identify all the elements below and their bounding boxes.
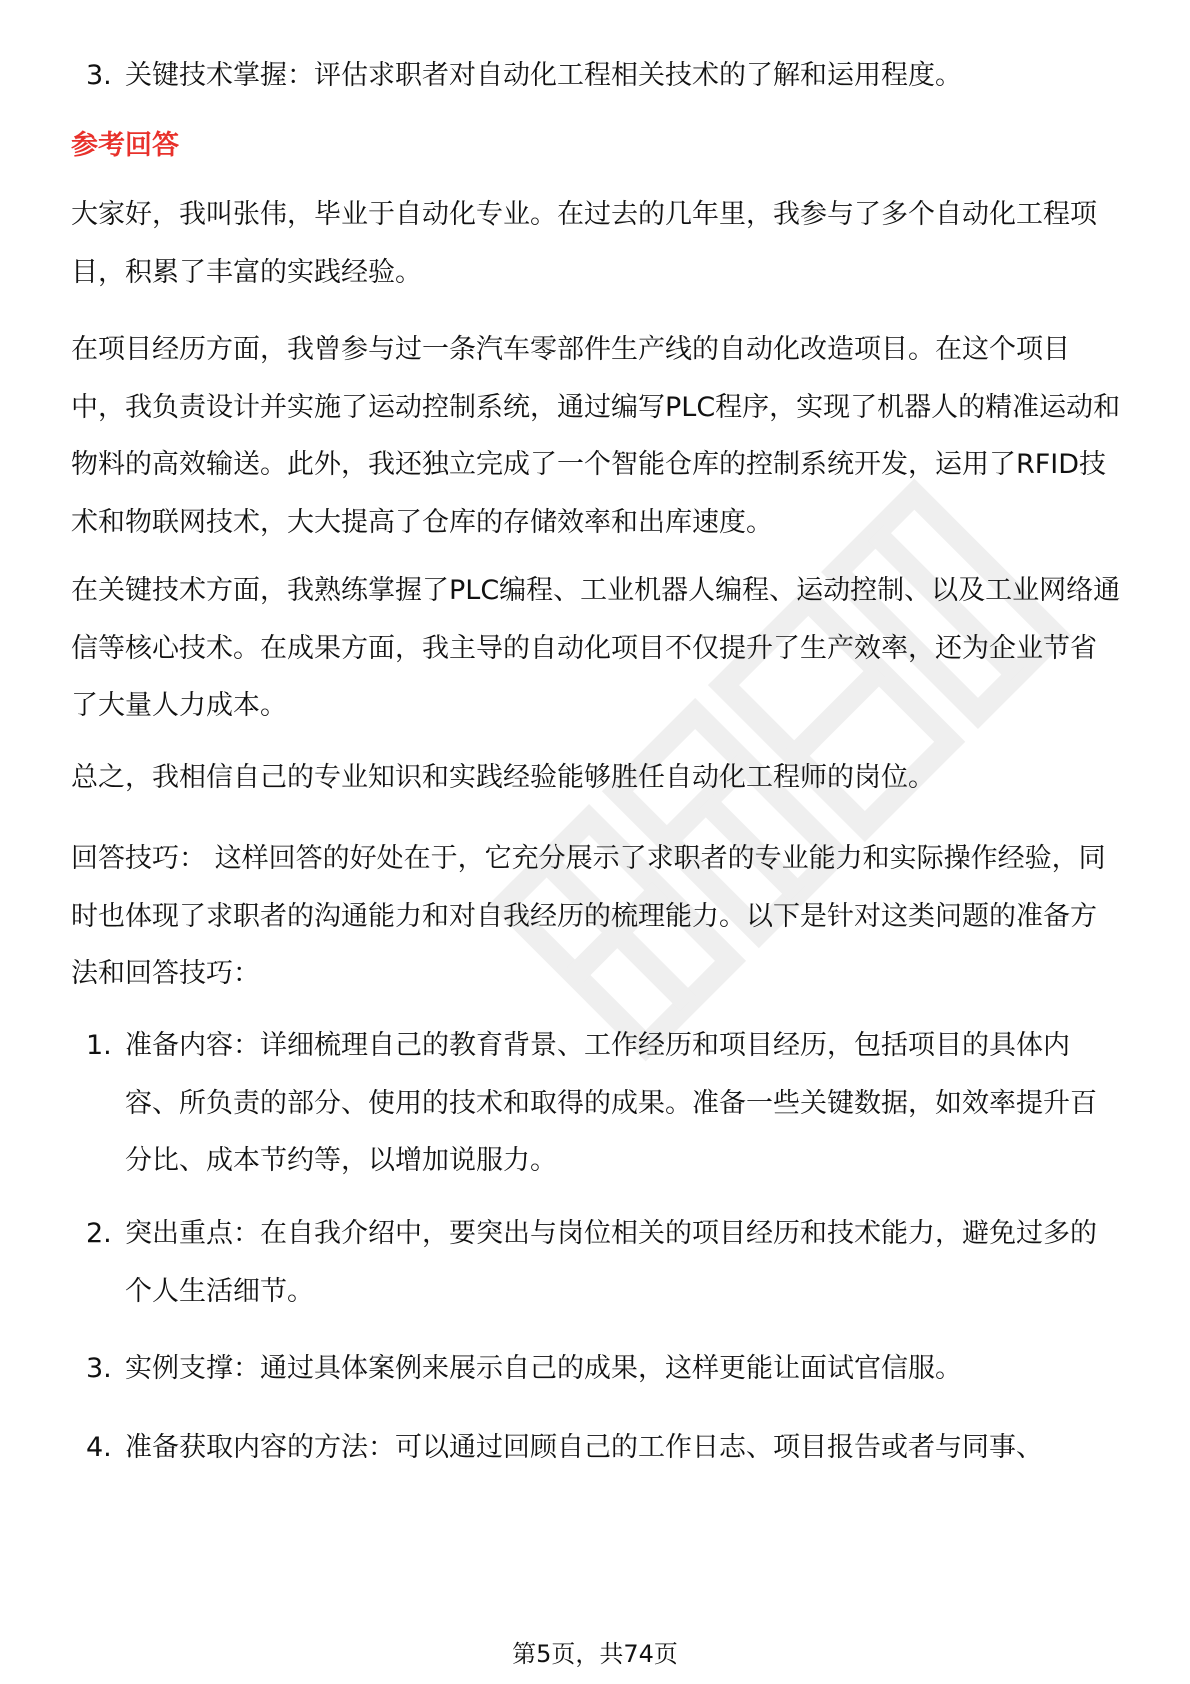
tip-item-4: [71, 1419, 1121, 1477]
paragraph-answer-tips: 回答技巧： 这样回答的好处在于，它充分展示了求职者的专业能力和实际操作经验，同时也体现了求职者的沟通能力和对自我经历的梳理能力。以下是针对这类问题的准备方法和回答技巧：: [71, 843, 1106, 989]
list-number: 4.: [86, 1432, 112, 1463]
section-heading: 参考回答: [71, 130, 179, 161]
list-number: 1.: [86, 1030, 112, 1061]
paragraph-key-skills: 在关键技术方面，我熟练掌握了PLC编程、工业机器人编程、运动控制、以及工业网络通信等核心技术。在成果方面，我主导的自动化项目不仅提升了生产效率，还为企业节省了大量人力成本。: [71, 575, 1121, 721]
criteria-item-3: [71, 47, 1121, 105]
list-number: 3.: [86, 1353, 112, 1384]
paragraph-intro: 大家好，我叫张伟，毕业于自动化专业。在过去的几年里，我参与了多个自动化工程项目，积累了丰富的实践经验。: [71, 199, 1097, 288]
page-footer: 第5页，共74页: [512, 1640, 678, 1668]
list-text: 准备获取内容的方法：可以通过回顾自己的工作日志、项目报告或者与同事、: [125, 1432, 1043, 1463]
paragraph-summary: 总之，我相信自己的专业知识和实践经验能够胜任自动化工程师的岗位。: [71, 762, 935, 793]
list-text: 突出重点：在自我介绍中，要突出与岗位相关的项目经历和技术能力，避免过多的个人生活细节。: [125, 1218, 1097, 1307]
tip-item-3: [71, 1340, 1121, 1398]
list-number: 3.: [86, 60, 112, 91]
tip-item-2: [71, 1205, 1121, 1320]
list-number: 2.: [86, 1218, 112, 1249]
list-text: 准备内容：详细梳理自己的教育背景、工作经历和项目经历，包括项目的具体内容、所负责的部分、使用的技术和取得的成果。准备一些关键数据，如效率提升百分比、成本节约等，以增加说服力。: [125, 1030, 1097, 1176]
list-text: 关键技术掌握：评估求职者对自动化工程相关技术的了解和运用程度。: [125, 60, 962, 91]
paragraph-project-experience: 在项目经历方面，我曾参与过一条汽车零部件生产线的自动化改造项目。在这个项目中，我负责设计并实施了运动控制系统，通过编写PLC程序，实现了机器人的精准运动和物料的高效输送。此外，我还独立完成了一个智能仓库的控制系统开发，运用了RFID技术和物联网技术，大大提高了仓库的存储效率和出库速度。: [71, 334, 1121, 538]
list-text: 实例支撑：通过具体案例来展示自己的成果，这样更能让面试官信服。: [125, 1353, 962, 1384]
tip-item-1: [71, 1017, 1121, 1190]
